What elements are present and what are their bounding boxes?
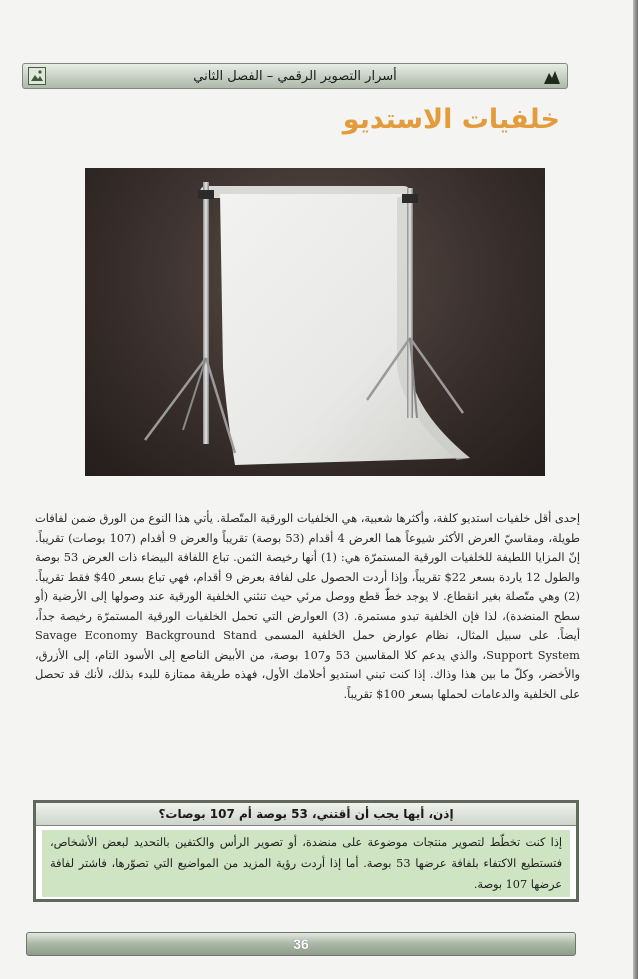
page-number: 36 [293, 936, 309, 952]
page-edge-shadow [633, 0, 638, 979]
page-number-bar [26, 932, 576, 956]
studio-backdrop-photo [85, 168, 545, 476]
chapter-header-title: أسرار التصوير الرقمي – الفصل الثاني [193, 68, 397, 84]
chapter-header-bar [22, 63, 568, 89]
question-box [33, 800, 579, 902]
framed-image-icon [28, 67, 46, 85]
section-title: خلفيات الاستديو [342, 104, 560, 135]
question-box-answer: إذا كنت تخطّط لتصوير منتجات موضوعة على منضدة، أو تصوير الرأس والكتفين بالتحديد لبعض الأشخاص، فتستطيع الاكتفاء بلفافة عرضها 53 بوصة. أما إذا أردت رؤية المزيد من المواضيع التي تصوّرها، فاشتر لفافة عرضها 107 بوصة. [42, 830, 570, 897]
body-paragraph: إحدى أقل خلفيات استديو كلفة، وأكثرها شعبية، هي الخلفيات الورقية المتّصلة. يأتي هذا النوع من الورق ضمن لفافات طويلة، ومقاسيّ العرض الأكثر شيوعاً هما العرض 4 أقدام (53 بوصة) تقريباً والعرض 9 أقدام (107 بوصات) تقريباً. إنّ المزايا اللطيفة للخلفيات الورقية المستمرّة هي: (1) أنها رخيصة الثمن. تباع اللفافة البيضاء ذات العرض 53 بوصة والطول 12 ياردة بسعر 22$ تقريباً، وإذا أردت الحصول على لفافة بعرض 9 أقدام، فهي تباع بسعر 40$ فقط تقريباً. (2) وهي متّصلة بغير انقطاع. لا يوجد خطّ قطع ووصل مرئي حيث تنثني الخلفية الورقية عند وصولها إلى الأرضية (أو سطح المنضدة)، لذا فإن الخلفية تبدو مستمرة. (3) العوارض التي تحمل الخلفيات الورقية المستمرّة رخيصة جداً، أيضاً. على سبيل المثال، نظام عوارض حمل الخلفية المسمى Savage Economy Background Stand Support System، والذي يدعم كلا المقاسين 53 و107 بوصة، من الأبيض الناصع إلى الأسود التام، إلى الأزرق، والأخضر، وكلّ ما بين هذا وذاك. إذا كنت تبني استديو أحلامك الأول، فهذه طريقة ممتازة للبدء بذلك، لأنك قد تحصل على الخلفية والدعامات لحملها بسعر 100$ تقريباً. [35, 511, 581, 701]
mountain-icon [543, 68, 561, 85]
question-box-heading: إذن، أيها يجب أن أقتني، 53 بوصة أم 107 بوصات؟ [36, 803, 576, 826]
